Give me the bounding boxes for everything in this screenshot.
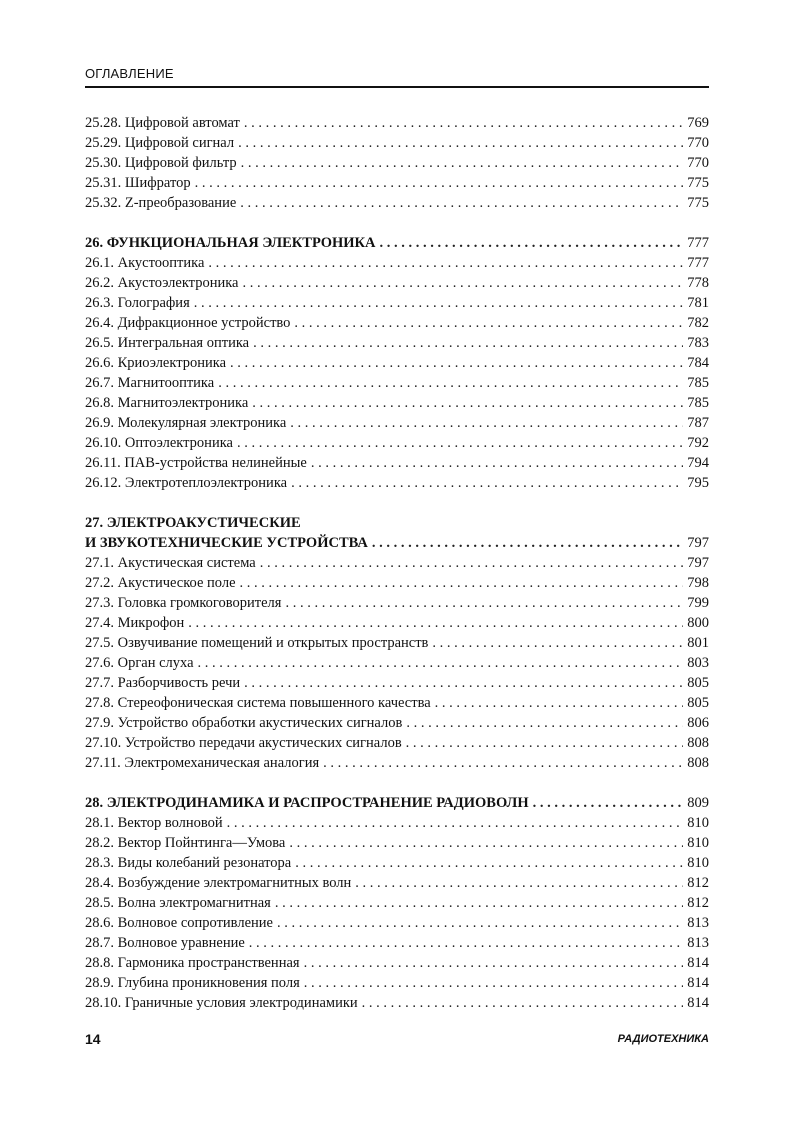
chapter-entry (85, 793, 709, 813)
dot-leader (241, 153, 684, 173)
entry-title: 25.30. Цифровой фильтр (85, 155, 237, 171)
entry-title: 25.31. Шифратор (85, 175, 191, 191)
entry-page-number: 814 (687, 995, 709, 1011)
entry-page-number: 782 (687, 315, 709, 331)
dot-leader (188, 613, 683, 633)
entry-page-number: 809 (687, 795, 709, 811)
entry-title: 27.10. Устройство передачи акустических сигналов (85, 735, 402, 751)
entry-page-number: 785 (687, 395, 709, 411)
toc-entry (85, 653, 709, 673)
entry-page-number: 814 (687, 955, 709, 971)
dot-leader (277, 913, 683, 933)
entry-title: 27.8. Стереофоническая система повышенного качества (85, 695, 431, 711)
dot-leader (304, 953, 684, 973)
toc-entry (85, 693, 709, 713)
entry-title: 27.11. Электромеханическая аналогия (85, 755, 320, 771)
entry-page-number: 777 (687, 255, 709, 271)
toc-entry (85, 833, 709, 853)
dot-leader (195, 173, 684, 193)
toc-entry (85, 633, 709, 653)
toc-entry (85, 333, 709, 353)
entry-title: 26.5. Интегральная оптика (85, 335, 250, 351)
entry-page-number: 800 (687, 615, 709, 631)
toc-entry (85, 273, 709, 293)
entry-page-number: 787 (687, 415, 709, 431)
dot-leader (249, 933, 683, 953)
entry-title: 26.1. Акустооптика (85, 255, 205, 271)
chapter-entry (85, 533, 709, 553)
entry-page-number: 783 (687, 335, 709, 351)
toc-entry (85, 893, 709, 913)
toc-entry (85, 973, 709, 993)
toc-entry (85, 193, 709, 213)
dot-leader (311, 453, 683, 473)
entry-page-number: 810 (687, 855, 709, 871)
toc-entry (85, 753, 709, 773)
chapter-heading-line: 27. ЭЛЕКТРОАКУСТИЧЕСКИЕ (85, 515, 301, 531)
dot-leader (304, 973, 684, 993)
entry-page-number: 810 (687, 815, 709, 831)
entry-page-number: 781 (687, 295, 709, 311)
entry-page-number: 794 (687, 455, 709, 471)
entry-title: 27.3. Головка громкоговорителя (85, 595, 282, 611)
dot-leader (238, 133, 683, 153)
dot-leader (194, 293, 684, 313)
entry-title: 27.6. Орган слуха (85, 655, 194, 671)
toc-entry (85, 873, 709, 893)
entry-page-number: 770 (687, 135, 709, 151)
toc-entry (85, 253, 709, 273)
entry-page-number: 808 (687, 735, 709, 751)
entry-page-number: 813 (687, 915, 709, 931)
chapter-title: И ЗВУКОТЕХНИЧЕСКИЕ УСТРОЙСТВА (85, 535, 368, 551)
entry-title: 28.3. Виды колебаний резонатора (85, 855, 292, 871)
dot-leader (240, 573, 684, 593)
chapter-title: 26. ФУНКЦИОНАЛЬНАЯ ЭЛЕКТРОНИКА (85, 235, 376, 251)
toc-entry (85, 913, 709, 933)
dot-leader (294, 313, 683, 333)
entry-page-number: 797 (687, 535, 709, 551)
toc-entry (85, 313, 709, 333)
toc-entry (85, 133, 709, 153)
dot-leader (260, 553, 684, 573)
entry-title: 26.4. Дифракционное устройство (85, 315, 291, 331)
entry-page-number: 770 (687, 155, 709, 171)
toc-entry (85, 593, 709, 613)
entry-title: 26.6. Криоэлектроника (85, 355, 227, 371)
entry-title: 28.5. Волна электромагнитная (85, 895, 271, 911)
entry-title: 25.29. Цифровой сигнал (85, 135, 235, 151)
entry-page-number: 775 (687, 195, 709, 211)
dot-leader (533, 793, 684, 813)
toc-entry (85, 293, 709, 313)
entry-page-number: 805 (687, 675, 709, 691)
page-number: 14 (85, 1031, 101, 1047)
running-header: ОГЛАВЛЕНИЕ (85, 66, 174, 81)
entry-title: 28.7. Волновое уравнение (85, 935, 245, 951)
entry-page-number: 777 (687, 235, 709, 251)
section-gap (85, 493, 709, 513)
toc-entry (85, 853, 709, 873)
entry-title: 28.10. Граничные условия электродинамики (85, 995, 358, 1011)
dot-leader (362, 993, 684, 1013)
entry-title: 28.2. Вектор Пойнтинга—Умова (85, 835, 286, 851)
entry-page-number: 797 (687, 555, 709, 571)
entry-title: 27.9. Устройство обработки акустических сигналов (85, 715, 403, 731)
dot-leader (230, 353, 683, 373)
entry-title: 26.10. Оптоэлектроника (85, 435, 233, 451)
entry-page-number: 795 (687, 475, 709, 491)
toc-entry (85, 813, 709, 833)
entry-page-number: 778 (687, 275, 709, 291)
dot-leader (237, 433, 683, 453)
dot-leader (435, 693, 684, 713)
toc-entry (85, 473, 709, 493)
dot-leader (291, 473, 683, 493)
toc-entry (85, 613, 709, 633)
toc-entry (85, 373, 709, 393)
toc-entry (85, 413, 709, 433)
dot-leader (406, 733, 684, 753)
dot-leader (244, 673, 683, 693)
dot-leader (242, 273, 683, 293)
chapter-entry (85, 233, 709, 253)
entry-page-number: 784 (687, 355, 709, 371)
entry-title: 26.12. Электротеплоэлектроника (85, 475, 288, 491)
entry-page-number: 814 (687, 975, 709, 991)
dot-leader (208, 253, 683, 273)
entry-page-number: 813 (687, 935, 709, 951)
entry-title: 28.6. Волновое сопротивление (85, 915, 273, 931)
dot-leader (372, 533, 683, 553)
toc-entry (85, 173, 709, 193)
entry-title: 27.1. Акустическая система (85, 555, 256, 571)
dot-leader (198, 653, 684, 673)
dot-leader (227, 813, 684, 833)
dot-leader (323, 753, 683, 773)
toc-entry (85, 453, 709, 473)
toc-entry (85, 393, 709, 413)
toc-entry (85, 733, 709, 753)
entry-page-number: 805 (687, 695, 709, 711)
entry-page-number: 769 (687, 115, 709, 131)
toc-entry (85, 353, 709, 373)
entry-page-number: 785 (687, 375, 709, 391)
dot-leader (285, 593, 683, 613)
entry-page-number: 775 (687, 175, 709, 191)
running-footer-title: РАДИОТЕХНИКА (617, 1033, 709, 1045)
toc-entry (85, 953, 709, 973)
section-gap (85, 213, 709, 233)
toc-entry (85, 153, 709, 173)
dot-leader (240, 193, 683, 213)
entry-title: 25.28. Цифровой автомат (85, 115, 240, 131)
entry-page-number: 792 (687, 435, 709, 451)
entry-page-number: 808 (687, 755, 709, 771)
entry-title: 27.5. Озвучивание помещений и открытых пространств (85, 635, 429, 651)
entry-page-number: 803 (687, 655, 709, 671)
table-of-contents (85, 113, 709, 1013)
entry-page-number: 812 (687, 895, 709, 911)
dot-leader (432, 633, 683, 653)
dot-leader (295, 853, 683, 873)
toc-entry (85, 573, 709, 593)
dot-leader (275, 893, 683, 913)
entry-title: 26.9. Молекулярная электроника (85, 415, 287, 431)
chapter-title: 28. ЭЛЕКТРОДИНАМИКА И РАСПРОСТРАНЕНИЕ РАДИОВОЛН (85, 795, 529, 811)
entry-title: 27.2. Акустическое поле (85, 575, 236, 591)
toc-entry (85, 933, 709, 953)
entry-title: 27.4. Микрофон (85, 615, 185, 631)
toc-entry (85, 553, 709, 573)
entry-title: 28.8. Гармоника пространственная (85, 955, 300, 971)
dot-leader (290, 413, 683, 433)
entry-title: 26.3. Голография (85, 295, 190, 311)
entry-page-number: 806 (687, 715, 709, 731)
entry-title: 28.4. Возбуждение электромагнитных волн (85, 875, 352, 891)
entry-title: 26.2. Акустоэлектроника (85, 275, 239, 291)
toc-entry (85, 993, 709, 1013)
dot-leader (289, 833, 683, 853)
dot-leader (244, 113, 683, 133)
dot-leader (355, 873, 683, 893)
dot-leader (252, 393, 683, 413)
dot-leader (406, 713, 683, 733)
entry-page-number: 801 (687, 635, 709, 651)
header-rule (85, 86, 709, 88)
toc-entry (85, 113, 709, 133)
toc-entry (85, 673, 709, 693)
entry-title: 26.8. Магнитоэлектроника (85, 395, 249, 411)
entry-page-number: 798 (687, 575, 709, 591)
entry-title: 26.7. Магнитооптика (85, 375, 215, 391)
entry-title: 26.11. ПАВ-устройства нелинейные (85, 455, 307, 471)
entry-page-number: 812 (687, 875, 709, 891)
entry-title: 25.32. Z-преобразование (85, 195, 237, 211)
toc-entry (85, 713, 709, 733)
entry-title: 28.1. Вектор волновой (85, 815, 223, 831)
dot-leader (380, 233, 684, 253)
dot-leader (253, 333, 683, 353)
entry-title: 28.9. Глубина проникновения поля (85, 975, 300, 991)
section-gap (85, 773, 709, 793)
dot-leader (218, 373, 683, 393)
entry-title: 27.7. Разборчивость речи (85, 675, 241, 691)
entry-page-number: 799 (687, 595, 709, 611)
toc-entry (85, 433, 709, 453)
entry-page-number: 810 (687, 835, 709, 851)
